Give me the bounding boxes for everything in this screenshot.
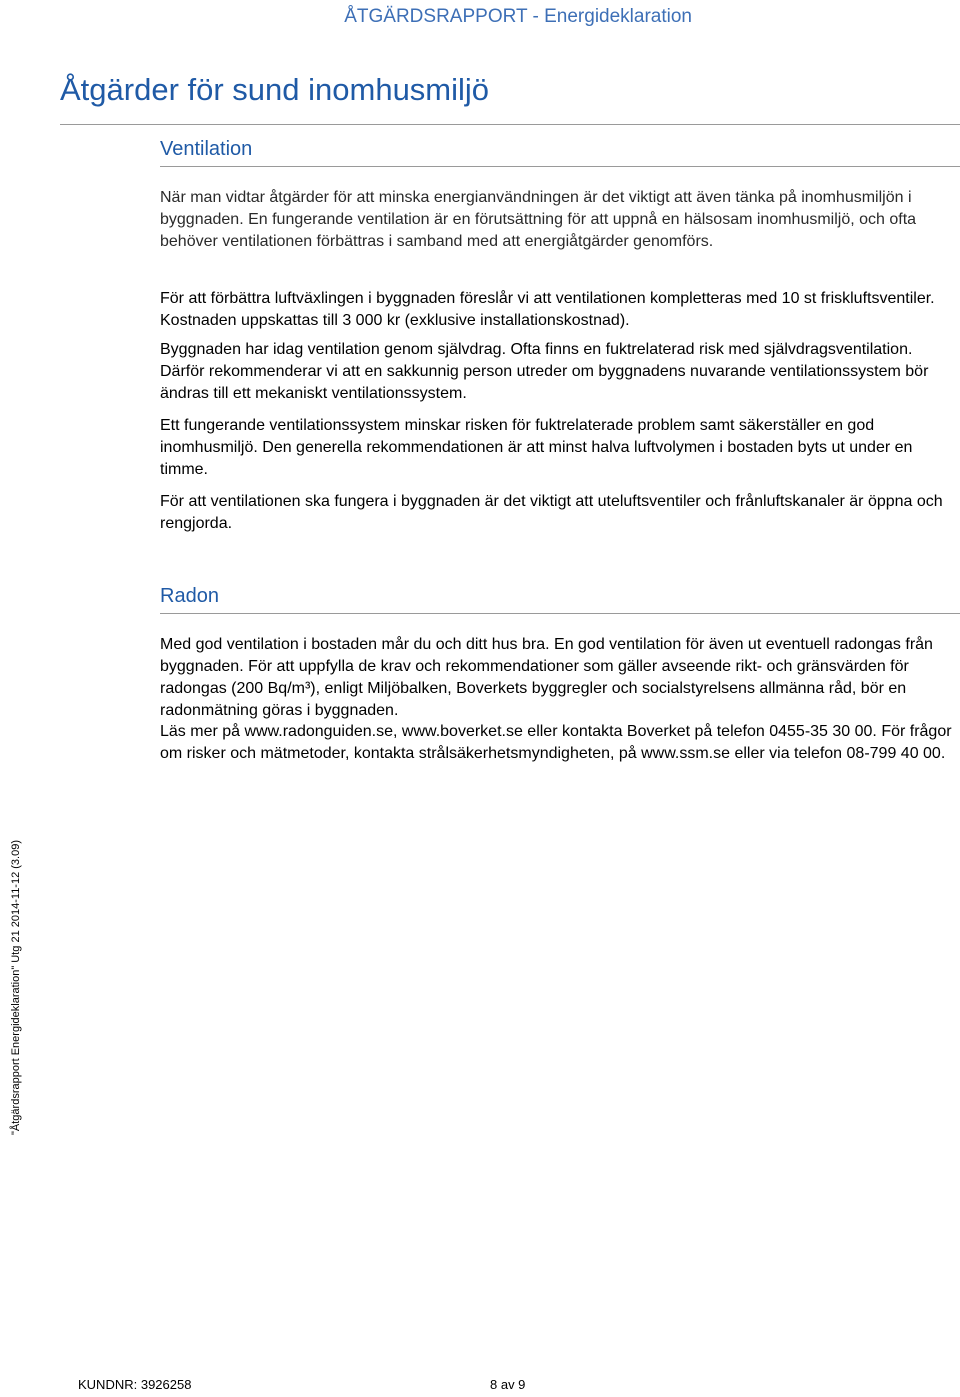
ventilation-paragraph-intro: När man vidtar åtgärder för att minska energianvändningen är det viktigt att även tänka på inomhusmiljön i byggnaden. En fungerande ventilation är en förutsättning för att uppnå en hälsosam inomhusmiljö, och ofta behöver ventilationen förbättras i samband med att energiåtgärder genomförs. bbox=[160, 189, 917, 250]
ventilation-paragraph-recommendation: För att förbättra luftväxlingen i byggnaden föreslår vi att ventilationen kompletteras med 10 st friskluftsventiler. Kostnaden uppskattas till 3 000 kr (exklusive installationskostnad). bbox=[160, 290, 935, 329]
ventilation-paragraph-current-system: Byggnaden har idag ventilation genom självdrag. Ofta finns en fuktrelaterad risk med självdragsventilation. Därför rekommenderar vi att en sakkunnig person utreder om byggnadens nuvarande ventilationssystem bör ändras till ett mekaniskt ventilationssystem. bbox=[160, 341, 929, 402]
report-header-title: ÅTGÄRDSRAPPORT - Energideklaration bbox=[344, 6, 692, 27]
page-title-divider bbox=[60, 124, 960, 125]
radon-divider bbox=[160, 613, 960, 614]
customer-number: KUNDNR: 3926258 bbox=[78, 1377, 192, 1392]
document-version-label: "Åtgärdsrapport Energideklaration" Utg 21 2014-11-12 (3.09) bbox=[10, 839, 22, 1135]
radon-more-info: Läs mer på www.radonguiden.se, www.boverket.se eller kontakta Boverket på telefon 0455-35 30 00. För frågor om risker och mätmetoder, kontakta strålsäkerhetsmyndigheten, på www.ssm.se eller via telefon 08-799 40 00. bbox=[160, 723, 952, 762]
page-indicator: 8 av 9 bbox=[490, 1377, 526, 1392]
ventilation-paragraph-benefits: Ett fungerande ventilationssystem minskar risken för fuktrelaterade problem samt säkerställer en god inomhusmiljö. Den generella rekommendationen är att minst halva luftvolymen i bostaden byts ut under en timme. bbox=[160, 417, 913, 478]
ventilation-paragraph-maintenance: För att ventilationen ska fungera i byggnaden är det viktigt att uteluftsventiler och frånluftskanaler är öppna och rengjorda. bbox=[160, 493, 943, 532]
radon-paragraph: Med god ventilation i bostaden mår du och ditt hus bra. En god ventilation för även ut eventuell radongas från byggnaden. För att uppfylla de krav och rekommendationer som gäller avseende rikt- och gränsvärden för radongas (200 Bq/m³), enligt Miljöbalken, Boverkets byggregler och socialstyrelsens allmänna råd, bör en radonmätning göras i byggnaden. bbox=[160, 636, 933, 719]
radon-heading: Radon bbox=[160, 585, 219, 607]
ventilation-divider bbox=[160, 166, 960, 167]
page-title: Åtgärder för sund inomhusmiljö bbox=[60, 72, 490, 107]
ventilation-heading: Ventilation bbox=[160, 138, 253, 160]
